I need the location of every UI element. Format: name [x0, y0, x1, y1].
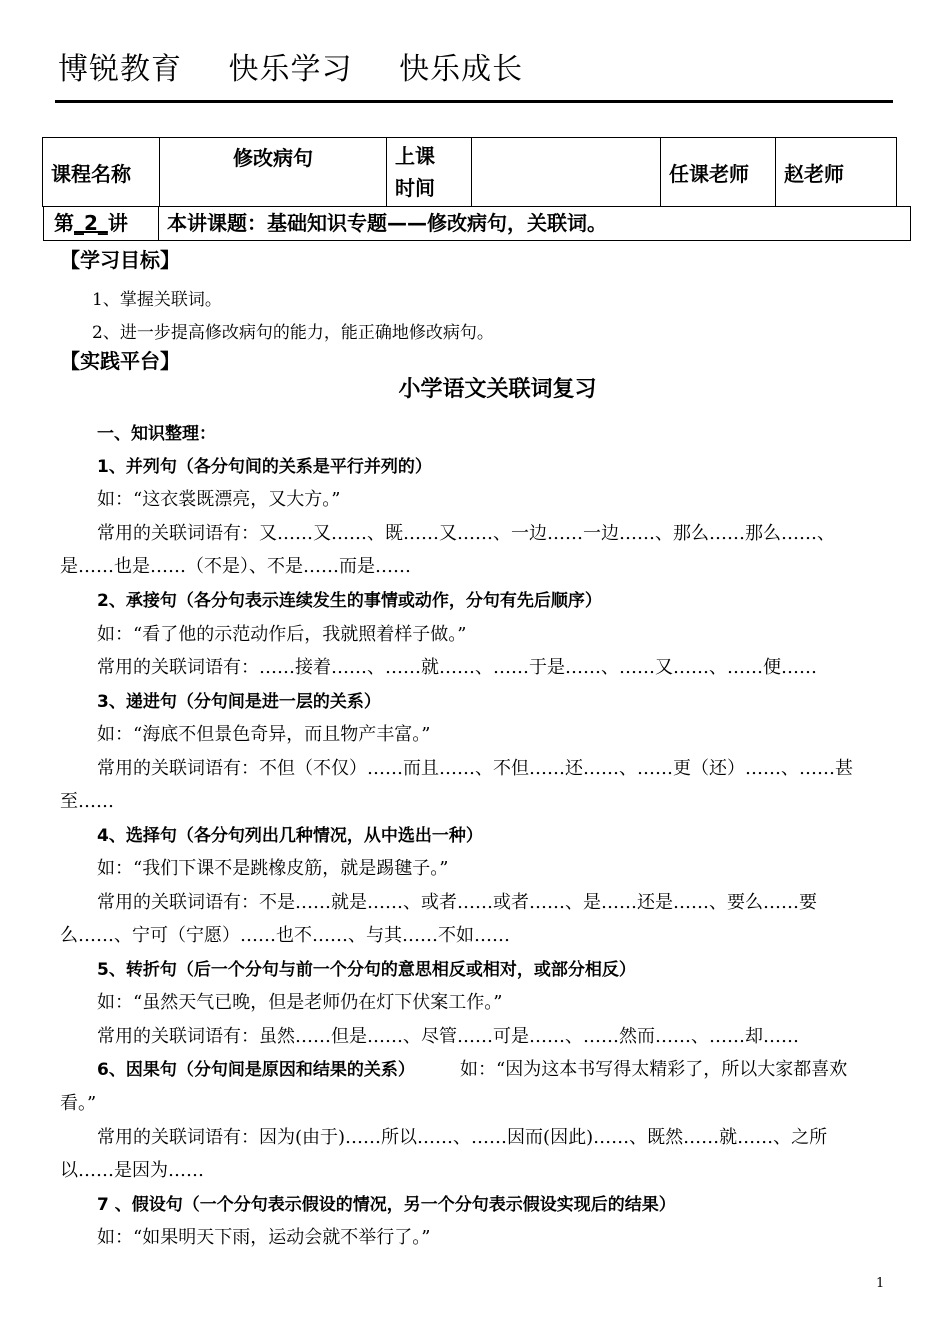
header-item-2: 快乐学习: [228, 52, 353, 87]
type-3-heading: 3、递进句（分句间是进一层的关系）: [97, 692, 381, 712]
type-2-words: 常用的关联词语有：……接着……、……就……、……于是……、……又……、……便……: [97, 657, 817, 678]
page-header: [58, 44, 559, 88]
course-info-table: [42, 137, 897, 207]
type-4-words-2: 么……、宁可（宁愿）……也不……、与其……不如……: [60, 925, 510, 946]
class-time-label: [387, 138, 472, 207]
section-title: 小学语文关联词复习: [398, 377, 597, 402]
header-item-1: 博锐教育: [58, 52, 182, 87]
type-5-example: 如：“虽然天气已晚，但是老师仍在灯下伏案工作。”: [97, 992, 503, 1013]
teacher-value: 赵老师: [776, 138, 897, 207]
class-time-label-line1: 上课: [395, 144, 435, 168]
type-1-heading: 1、并列句（各分句间的关系是平行并列的）: [97, 457, 432, 477]
type-7-heading: 7 、假设句（一个分句表示假设的情况，另一个分句表示假设实现后的结果）: [97, 1195, 676, 1215]
course-name-label: 课程名称: [43, 138, 160, 207]
type-2-heading: 2、承接句（各分句表示连续发生的事情或动作，分句有先后顺序）: [97, 591, 602, 611]
goal-item-2: 2、进一步提高修改病句的能力，能正确地修改病句。: [92, 323, 494, 343]
type-3-words-2: 至……: [60, 791, 114, 812]
lecture-number: [44, 207, 159, 240]
type-6-words-1: 常用的关联词语有：因为(由于)……所以……、……因而(因此)……、既然……就……、之所: [97, 1127, 828, 1148]
type-3-words-1: 常用的关联词语有：不但（不仅）……而且……、不但……还……、……更（还）……、……甚: [97, 758, 853, 779]
type-1-words-1: 常用的关联词语有：又……又……、既……又……、一边……一边……、那么……那么……、: [97, 523, 835, 544]
type-4-heading: 4、选择句（各分句列出几种情况，从中选出一种）: [97, 826, 483, 846]
type-2-example: 如：“看了他的示范动作后，我就照着样子做。”: [97, 624, 467, 645]
type-4-words-1: 常用的关联词语有：不是……就是……、或者……或者……、是……还是……、要么……要: [97, 892, 817, 913]
type-1-example: 如：“这衣裳既漂亮，又大方。”: [97, 489, 341, 510]
type-3-example: 如：“海底不但景色奇异，而且物产丰富。”: [97, 724, 431, 745]
type-7-example: 如：“如果明天下雨，运动会就不举行了。”: [97, 1227, 431, 1248]
type-6-example-cont: 看。”: [60, 1093, 97, 1114]
practice-heading: 【实践平台】: [60, 349, 180, 373]
header-divider: [55, 100, 893, 103]
type-6-heading: 6、因果句（分句间是原因和结果的关系）: [97, 1060, 415, 1080]
class-time-value: [472, 138, 661, 207]
lecture-row: [43, 206, 911, 241]
type-1-words-2: 是……也是……（不是）、不是……而是……: [60, 556, 411, 577]
type-5-heading: 5、转折句（后一个分句与前一个分句的意思相反或相对，或部分相反）: [97, 960, 636, 980]
type-5-words: 常用的关联词语有：虽然……但是……、尽管……可是……、……然而……、……却……: [97, 1026, 799, 1047]
type-4-example: 如：“我们下课不是跳橡皮筋，就是踢毽子。”: [97, 858, 449, 879]
goals-heading: 【学习目标】: [60, 248, 180, 272]
page-number: 1: [876, 1276, 885, 1291]
teacher-label: 任课老师: [661, 138, 776, 207]
class-time-label-line2: 时间: [395, 176, 435, 200]
type-6-words-2: 以……是因为……: [60, 1160, 204, 1181]
lecture-topic: 本讲课题：基础知识专题——修改病句，关联词。: [167, 211, 607, 235]
knowledge-heading: 一、知识整理：: [97, 424, 216, 444]
lecture-suffix: 讲: [107, 211, 128, 235]
type-6-example: 如：“因为这本书写得太精彩了，所以大家都喜欢: [460, 1059, 848, 1080]
lecture-prefix: 第: [54, 211, 74, 235]
goal-item-1: 1、掌握关联词。: [92, 290, 222, 310]
course-name-value: 修改病句: [160, 138, 387, 207]
lecture-num: _2_: [74, 211, 108, 235]
header-item-3: 快乐成长: [399, 52, 524, 87]
